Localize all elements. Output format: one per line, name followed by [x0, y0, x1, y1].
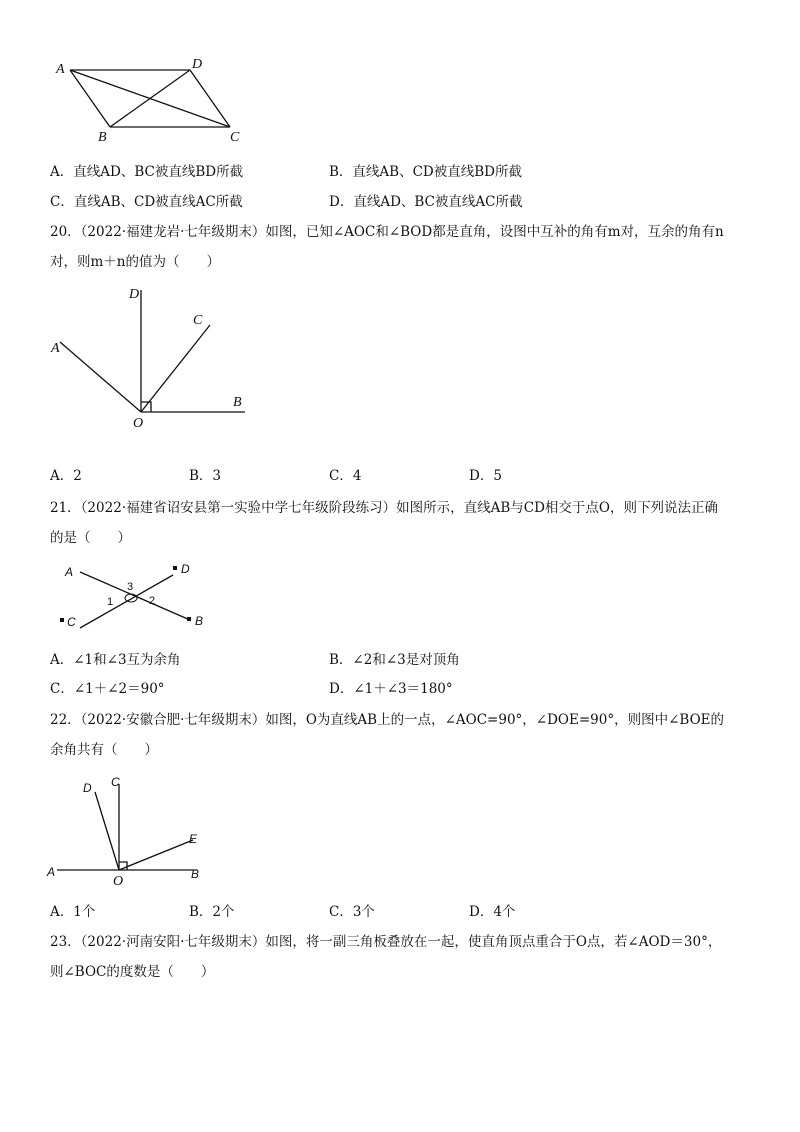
q22-option-a: A．1个 — [50, 904, 96, 920]
ray-oe — [119, 840, 193, 870]
q21-figure — [55, 558, 215, 638]
q22-figure — [45, 772, 215, 887]
label-d: D — [83, 781, 92, 795]
label-d: D — [129, 287, 140, 302]
q23-question-line2: 则∠BOC的度数是（ ） — [50, 964, 215, 980]
label-a: A — [65, 565, 74, 579]
label-o: O — [133, 416, 144, 431]
label-c: C — [193, 313, 203, 328]
q19-option-a: A．直线AD、BC被直线BD所截 — [50, 164, 244, 180]
label-d: D — [192, 57, 203, 72]
label-a: A — [47, 865, 56, 879]
angle-arcs — [125, 594, 137, 602]
ray-od — [95, 792, 119, 870]
q22-question-line2: 余角共有（ ） — [50, 742, 158, 758]
q23-question-line1: 23．（2022·河南安阳·七年级期末）如图，将一副三角板叠放在一起，使直角顶点重合于O点，若∠AOD＝30°， — [50, 934, 722, 950]
q20-question-line2: 对，则m＋n的值为（ ） — [50, 254, 220, 270]
point-b-marker — [187, 617, 191, 621]
q20-option-c: C．4 — [329, 468, 362, 484]
point-d-marker — [173, 566, 177, 570]
q21-option-a: A．∠1和∠3互为余角 — [50, 652, 181, 668]
q21-option-d: D．∠1＋∠3＝180° — [329, 681, 453, 697]
ray-oc — [141, 325, 210, 412]
q20-figure — [45, 280, 265, 430]
label-b: B — [195, 614, 204, 628]
q19-option-d: D．直线AD、BC被直线AC所截 — [329, 194, 523, 210]
q21-question-line1: 21．（2022·福建省诏安县第一实验中学七年级阶段练习）如图所示，直线AB与CD相交于点O，则下列说法正确 — [50, 500, 718, 516]
angle-label-2: 2 — [149, 595, 156, 607]
label-c: C — [67, 615, 76, 629]
q19-option-c: C．直线AB、CD被直线AC所截 — [50, 194, 243, 210]
side-dc — [190, 70, 230, 127]
label-c: C — [111, 775, 120, 789]
q22-option-b: B．2个 — [189, 904, 235, 920]
q20-option-d: D．5 — [469, 468, 502, 484]
label-o: O — [113, 874, 124, 889]
label-b: B — [191, 867, 200, 881]
q21-option-b: B．∠2和∠3是对顶角 — [329, 652, 460, 668]
q20-option-a: A．2 — [50, 468, 82, 484]
q19-option-b: B．直线AB、CD被直线BD所截 — [329, 164, 522, 180]
q22-option-d: D．4个 — [469, 904, 516, 920]
q21-question-line2: 的是（ ） — [50, 530, 131, 546]
label-b: B — [233, 395, 242, 410]
label-a: A — [51, 341, 60, 356]
angle-label-3: 3 — [127, 581, 134, 593]
q20-option-b: B．3 — [189, 468, 222, 484]
diagonal-bd — [110, 70, 190, 127]
q21-option-c: C．∠1＋∠2＝90° — [50, 681, 165, 697]
q22-option-c: C．3个 — [329, 904, 375, 920]
label-e: E — [189, 832, 198, 846]
parallelogram-figure — [50, 55, 280, 145]
label-c: C — [230, 130, 240, 145]
point-c-marker — [60, 618, 64, 622]
label-a: A — [56, 62, 65, 77]
q22-question-line1: 22．（2022·安徽合肥·七年级期末）如图，O为直线AB上的一点，∠AOC=90°，∠DOE=90°，则图中∠BOE的 — [50, 712, 725, 728]
q20-question-line1: 20．（2022·福建龙岩·七年级期末）如图，已知∠AOC和∠BOD都是直角，设图中互补的角有m对，互余的角有n — [50, 224, 724, 240]
side-ab — [70, 70, 110, 127]
label-b: B — [98, 130, 107, 145]
ray-oa — [60, 342, 141, 412]
label-d: D — [181, 562, 190, 576]
angle-label-1: 1 — [107, 596, 114, 608]
